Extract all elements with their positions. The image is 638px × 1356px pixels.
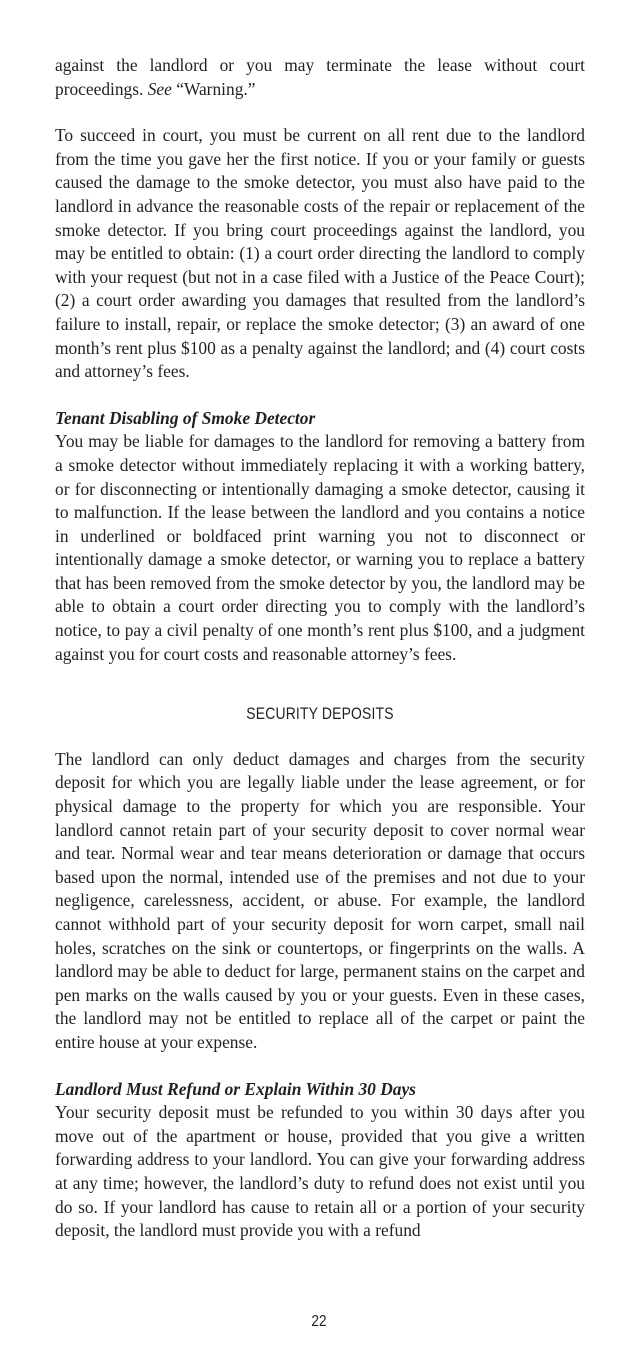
section-spacer [55,666,585,702]
paragraph-continuation [55,54,585,101]
paragraph-spacer [55,101,585,124]
subheading-tenant-disabling: Tenant Disabling of Smoke Detector [55,407,316,428]
section-spacer [55,726,585,748]
page-number: 22 [311,1313,327,1330]
section-title-security-deposits: SECURITY DEPOSITS [246,704,394,724]
paragraph-refund-30-days: Your security deposit must be refunded to you within 30 days after you move out of the apartment or house, provided that you give a written forwarding address to your landlord. You can give your forwarding address at any time; however, the landlord’s duty to refund does not exist until you do so. If your landlord has cause to retain all or a portion of your security deposit, the landlord must provide you with a refund [55,1102,585,1241]
paragraph-continuation-text: against the landlord or you may terminate the lease without court proceedings. [55,55,585,99]
paragraph-security-deposits: The landlord can only deduct damages and charges from the security deposit for which you are legally liable under the lease agreement, or for physical damage to the property for which you are responsible. Your landlord cannot retain part of your security deposit to cover normal wear and tear. Normal wear and tear means deterioration or damage that occurs based upon the normal, intended use of the premises and not due to your negligence, carelessness, accident, or abuse. For example, the landlord cannot withhold part of your security deposit for worn carpet, small nail holes, scratches on the sink or countertops, or fingerprints on the walls. A landlord may be able to deduct for large, permanent stains on the carpet and pen marks on the walls caused by you or your guests. Even in these cases, the landlord may not be entitled to replace all of the carpet or paint the entire house at your expense. [55,748,585,1052]
warning-reference: “Warning.” [171,78,256,99]
subheading-refund-30-days: Landlord Must Refund or Explain Within 30 Days [55,1078,416,1099]
paragraph-tenant-disabling: You may be liable for damages to the landlord for removing a battery from a smoke detector without immediately replacing it with a working battery, or for disconnecting or intentionally damaging a smoke detector, causing it to malfunction. If the lease between the landlord and you contains a notice in underlined or boldfaced print warning you not to disconnect or intentionally damage a smoke detector, or warning you to replace a battery that has been removed from the smoke detector by you, the landlord may be able to obtain a court order directing you to comply with the landlord’s notice, to pay a civil penalty of one month’s rent plus $100, and a judgment against you for court costs and reasonable attorney’s fees. [55,431,585,664]
paragraph-spacer [55,384,585,407]
paragraph-spacer [55,1055,585,1078]
document-page [55,54,585,1243]
paragraph-court-requirements: To succeed in court, you must be current on all rent due to the landlord from the time you gave her the first notice. If you or your family or guests caused the damage to the smoke detector, you must also have paid to the landlord in advance the reasonable costs of the repair or replacement of the smoke detector. If you bring court proceedings against the landlord, you may be entitled to obtain: (1) a court order directing the landlord to comply with your request (but not in a case filed with a Justice of the Peace Court); (2) a court order awarding you damages that resulted from the landlord’s failure to install, repair, or replace the smoke detector; (3) an award of one month’s rent plus $100 as a penalty against the landlord; and (4) court costs and attorney’s fees. [55,125,585,382]
see-reference: See [147,78,172,99]
